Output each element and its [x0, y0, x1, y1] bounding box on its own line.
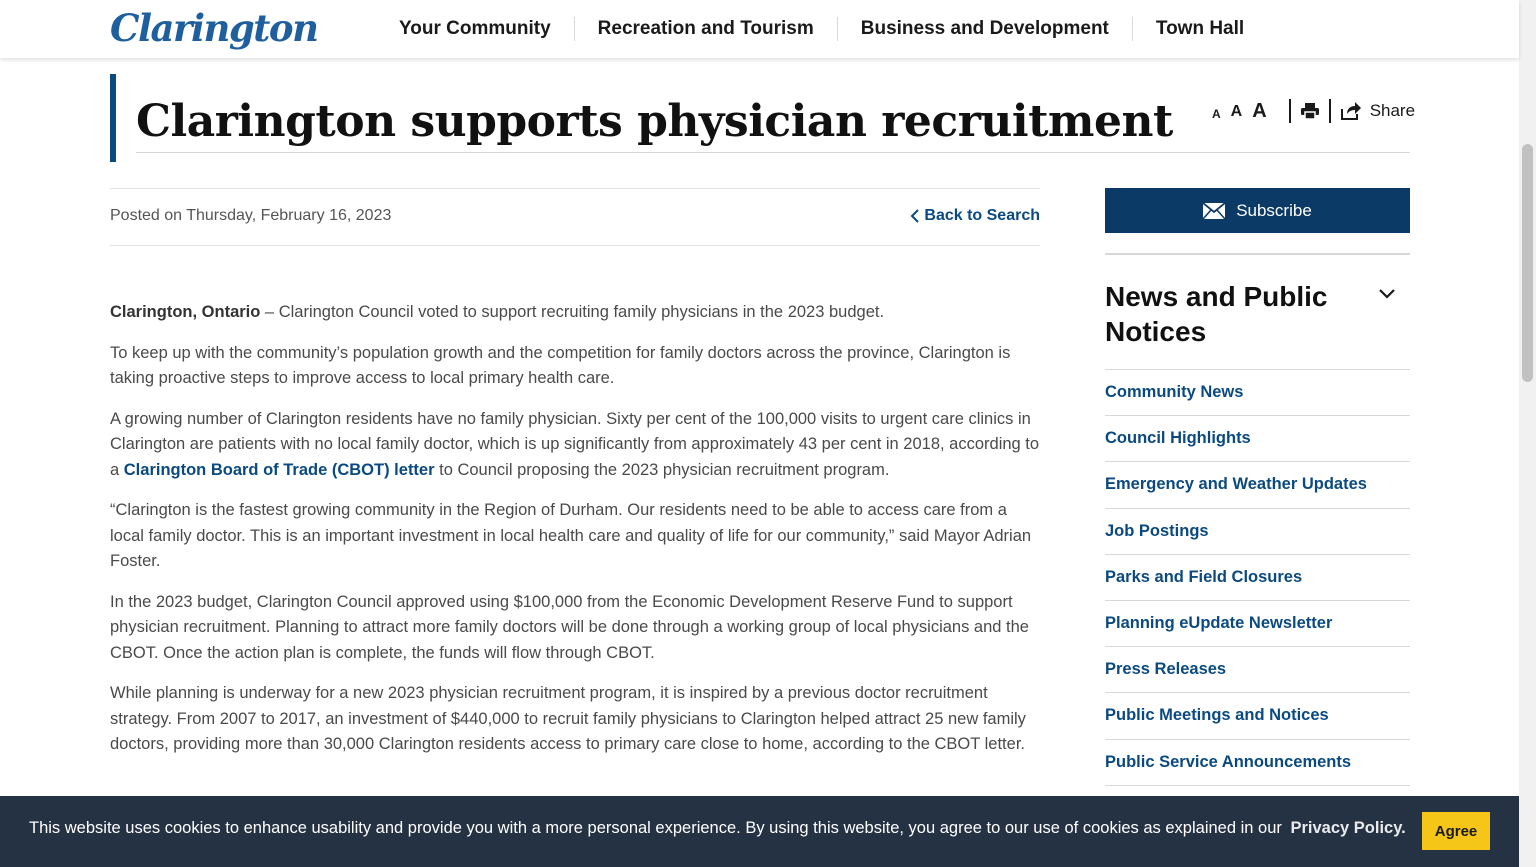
subscribe-label: Subscribe: [1236, 200, 1312, 220]
sidebar-link-press-releases[interactable]: Press Releases: [1105, 660, 1227, 679]
sidebar-link-council-highlights[interactable]: Council Highlights: [1105, 429, 1251, 448]
font-size-small-button[interactable]: A: [1212, 106, 1221, 121]
scrollbar-thumb[interactable]: [1522, 144, 1533, 382]
subscribe-button[interactable]: [1105, 188, 1410, 233]
list-item: [1105, 509, 1410, 555]
article-body: [110, 300, 1042, 773]
sidebar-heading: News and Public Notices: [1105, 281, 1328, 347]
back-to-search-link[interactable]: [910, 207, 1040, 225]
title-accent-bar: [110, 74, 116, 162]
cookie-message: [29, 819, 1406, 838]
cookie-banner: [0, 796, 1519, 867]
tools-divider: [1329, 99, 1331, 123]
article-paragraph: To keep up with the community’s population growth and the competition for family doctors across the province, Clarington is taking proactive steps to improve access to local primary health care.: [110, 343, 1011, 387]
agree-button[interactable]: Agree: [1422, 812, 1490, 850]
article-paragraph: “Clarington is the fastest growing community in the Region of Durham. Our residents need to be able to access care from a local family doctor. This is an important investment in local health care and quality of life for our community,” said Mayor Adrian Foster.: [110, 501, 1032, 570]
cookie-text: This website uses cookies to enhance usability and provide you with a more personal experience. By using this website, you agree to our use of cookies as explained in our: [29, 819, 1282, 837]
clarington-logo[interactable]: Clarington: [110, 6, 318, 50]
cbot-letter-link[interactable]: Clarington Board of Trade (CBOT) letter: [123, 460, 435, 479]
sidebar-divider: [1105, 253, 1410, 255]
sidebar-link-emergency-weather[interactable]: Emergency and Weather Updates: [1105, 475, 1367, 494]
nav-business-development[interactable]: Business and Development: [860, 18, 1109, 39]
list-item: [1105, 370, 1410, 416]
page-title: Clarington supports physician recruitment: [136, 96, 1173, 147]
site-header: [0, 0, 1519, 58]
paragraph-text: – Clarington Council voted to support recruiting family physicians in the 2023 budget.: [260, 303, 885, 321]
list-item: [1105, 601, 1410, 647]
title-divider: [136, 152, 1410, 153]
envelope-icon: [1203, 203, 1225, 219]
meta-divider-top: [110, 188, 1040, 189]
nav-your-community[interactable]: Your Community: [399, 18, 551, 39]
article-paragraph: In the 2023 budget, Clarington Council approved using $100,000 from the Economic Development Reserve Fund to support physician recruitment. Planning to attract more family doctors will be done through a working group of local physicians and the CBOT. Once the action plan is complete, the funds will flow through CBOT.: [110, 592, 1029, 662]
list-item: [1105, 555, 1410, 601]
sidebar-link-planning-eupdate[interactable]: Planning eUpdate Newsletter: [1105, 614, 1333, 633]
article-paragraph: [110, 407, 1042, 484]
nav-town-hall[interactable]: Town Hall: [1155, 18, 1245, 39]
list-item: [1105, 693, 1410, 739]
posted-date: Posted on Thursday, February 16, 2023: [110, 207, 392, 224]
page-tools: [1212, 98, 1415, 124]
article-paragraph: While planning is underway for a new 2023 physician recruitment program, it is inspired by a previous doctor recruitment strategy. From 2007 to 2017, an investment of $440,000 to recruit family physicians to Clarington helped attract 25 new family doctors, providing more than 30,000 Clarington residents access to primary care close to home, according to the CBOT letter.: [110, 684, 1026, 753]
sidebar-link-public-meetings[interactable]: Public Meetings and Notices: [1105, 706, 1329, 725]
sidebar-news-list: [1105, 369, 1410, 786]
privacy-policy-link[interactable]: Privacy Policy.: [1290, 819, 1406, 837]
dateline: Clarington, Ontario: [110, 303, 261, 321]
tools-divider: [1289, 99, 1291, 123]
chevron-down-icon[interactable]: [1378, 287, 1396, 305]
print-icon[interactable]: [1301, 103, 1319, 119]
sidebar-link-job-postings[interactable]: Job Postings: [1105, 521, 1209, 540]
article-paragraph: [110, 300, 1042, 326]
page-scrollbar[interactable]: [1519, 0, 1536, 867]
main-nav: [376, 17, 1267, 41]
paragraph-text: to Council proposing the 2023 physician recruitment program.: [434, 460, 890, 479]
chevron-left-icon: [910, 209, 920, 223]
list-item: [1105, 647, 1410, 693]
meta-divider-bottom: [110, 245, 1040, 246]
share-label[interactable]: Share: [1369, 101, 1416, 120]
font-size-medium-button[interactable]: A: [1230, 103, 1243, 120]
share-icon[interactable]: [1341, 102, 1362, 120]
sidebar-link-community-news[interactable]: Community News: [1105, 383, 1244, 402]
font-size-large-button[interactable]: A: [1252, 100, 1267, 122]
sidebar-link-parks-closures[interactable]: Parks and Field Closures: [1105, 567, 1303, 586]
back-to-search-label: Back to Search: [924, 207, 1040, 224]
paragraph-text: A growing number of Clarington residents have no family physician. Sixty per cent of the 100,000 visits to urgent care clinics in Clarington are patients with no local family doctor, which is up significantly from approximately 43 per cent in 2018, according to a: [110, 409, 1040, 479]
list-item: [1105, 462, 1410, 508]
list-item: [1105, 740, 1410, 786]
sidebar-link-public-service[interactable]: Public Service Announcements: [1105, 752, 1352, 771]
nav-recreation-tourism[interactable]: Recreation and Tourism: [597, 18, 814, 39]
list-item: [1105, 416, 1410, 462]
